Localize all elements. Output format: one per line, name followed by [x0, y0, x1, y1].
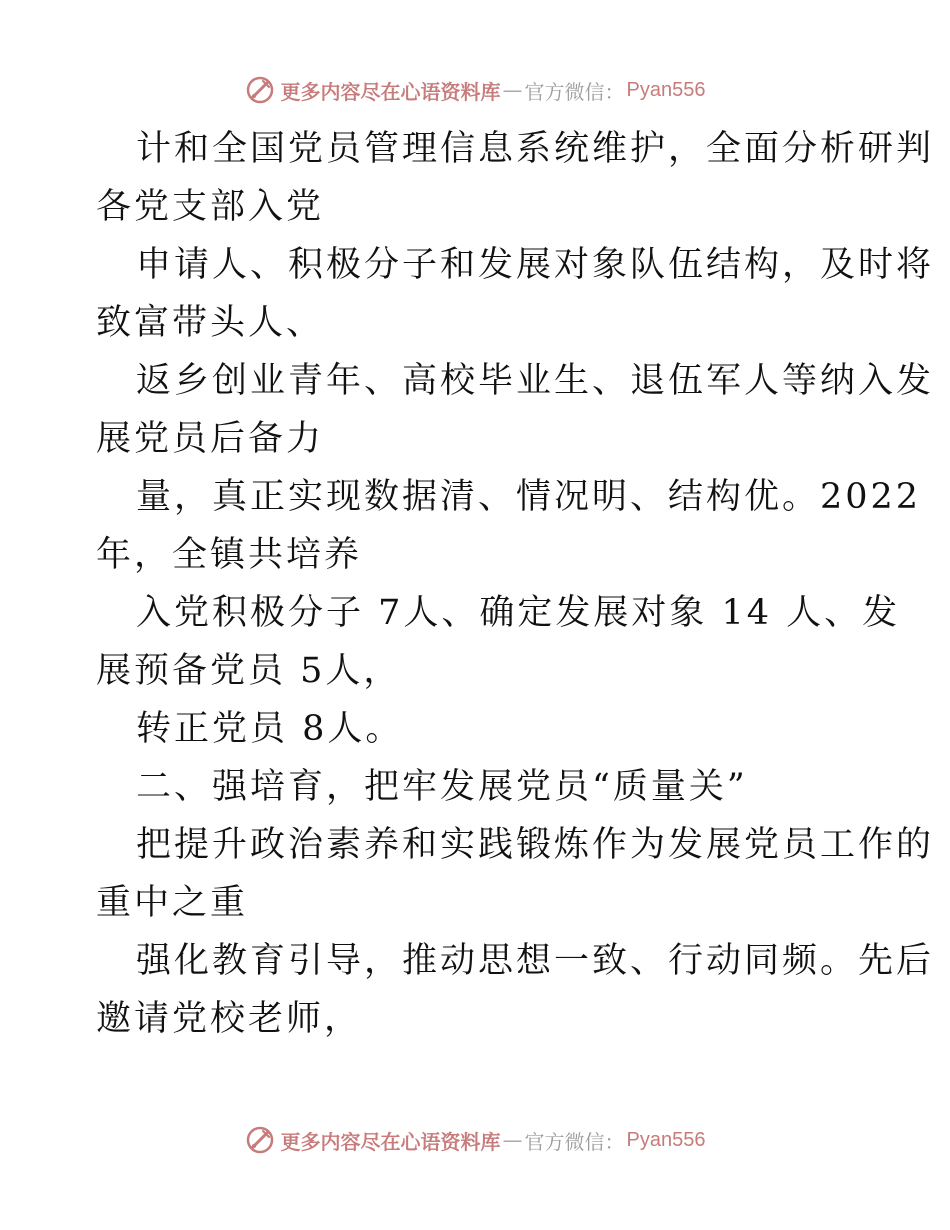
- text-line: 致富带头人、: [96, 303, 325, 343]
- logo-icon: [245, 75, 275, 105]
- text-line: 展党员后备力: [96, 419, 325, 459]
- logo-icon: [245, 1125, 275, 1155]
- text-line: 申请人、积极分子和发展对象队伍结构，及时将: [136, 245, 935, 285]
- text-line: 年，全镇共培养: [96, 535, 363, 575]
- header-watermark: [0, 70, 950, 110]
- text-line: 强化教育引导，推动思想一致、行动同频。先后: [136, 941, 935, 981]
- watermark-dash: —: [502, 1128, 523, 1152]
- footer-watermark: [0, 1120, 950, 1160]
- watermark-official-label: 官方微信：: [524, 79, 625, 104]
- document-body: [96, 120, 935, 1048]
- text-line: 量，真正实现数据清、情况明、结构优。2022: [136, 477, 922, 517]
- text-line: 把提升政治素养和实践锻炼作为发展党员工作的: [136, 825, 935, 865]
- watermark-official-label: 官方微信：: [524, 1129, 625, 1154]
- watermark-wechat-id: Pyan556: [626, 78, 706, 101]
- text-line: 转正党员 8人。: [136, 709, 404, 749]
- text-line: 重中之重: [96, 883, 249, 923]
- watermark-dash: —: [502, 78, 523, 102]
- watermark-text: 更多内容尽在心语资料库: [280, 1129, 501, 1154]
- text-line: 返乡创业青年、高校毕业生、退伍军人等纳入发: [136, 361, 935, 401]
- watermark-text: 更多内容尽在心语资料库: [280, 79, 501, 104]
- watermark-wechat-id: Pyan556: [626, 1128, 706, 1151]
- text-line: 展预备党员 5人，: [96, 651, 402, 691]
- text-line: 入党积极分子 7人、确定发展对象 14 人、发: [136, 593, 901, 633]
- text-line: 计和全国党员管理信息系统维护，全面分析研判: [136, 129, 935, 169]
- text-line: 各党支部入党: [96, 187, 325, 227]
- text-line: 二、强培育，把牢发展党员“质量关”: [136, 767, 748, 807]
- text-line: 邀请党校老师，: [96, 999, 363, 1039]
